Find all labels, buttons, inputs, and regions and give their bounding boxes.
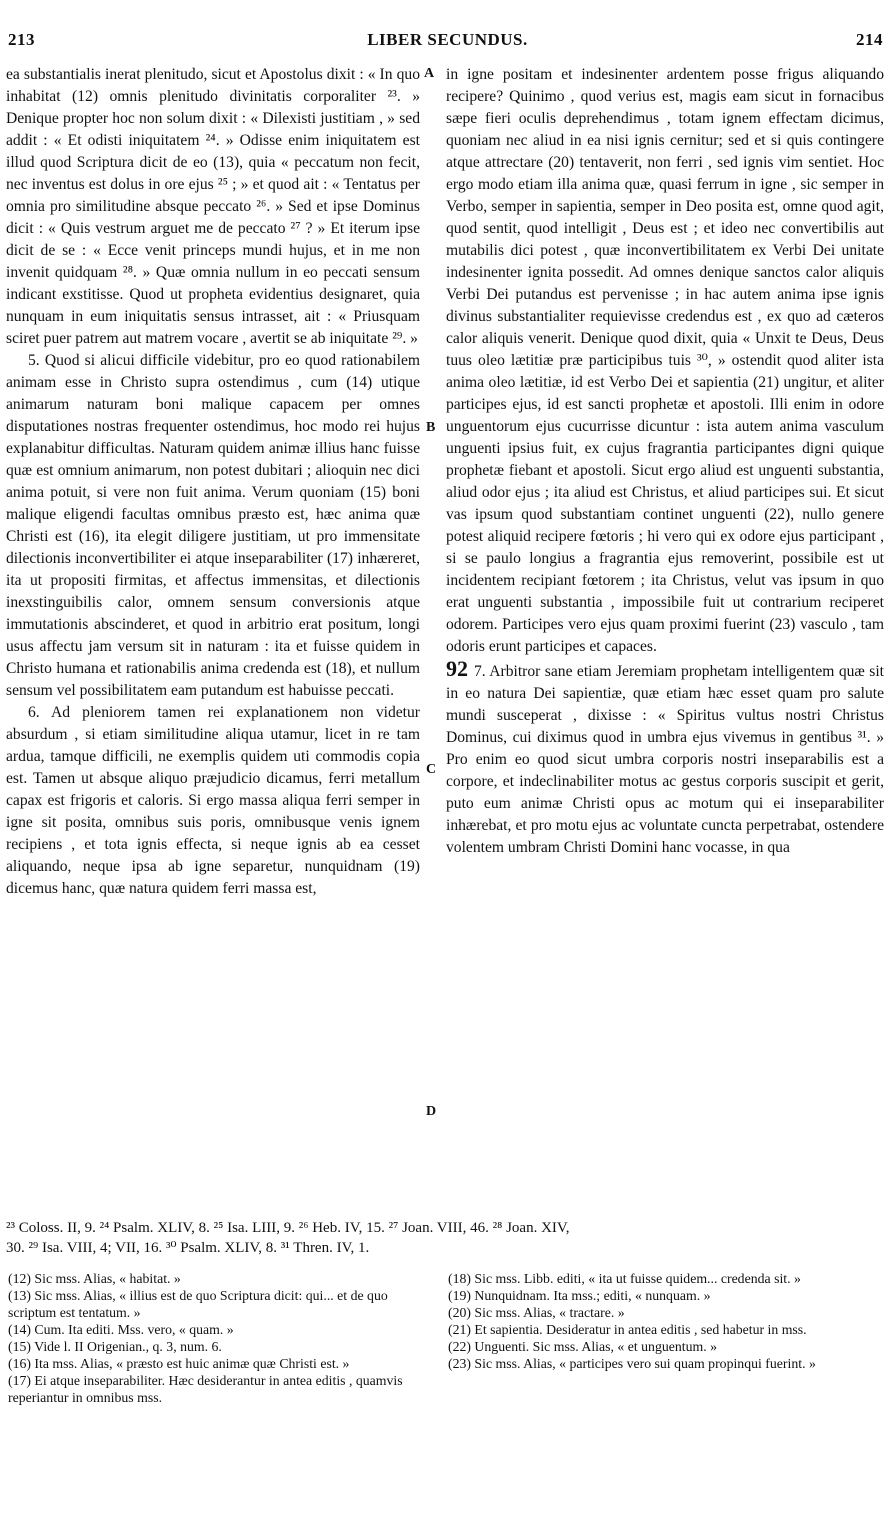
paragraph-6: 6. Ad pleniorem tamen rei explanationem non videtur absurdum , si etiam similitudine aliqua utamur, licet in re tam ardua, tamque difficili, ne exemplis quidem uti commodis copia est. Tamen ut absque aliquo præjudicio dicamus, ferri metallum capax est frigoris et caloris. Si ergo massa aliqua ferri semper in igne sit posita, omnibus suis poris, omnibusque venis ignem recipiens , et tota ignis effecta, si neque ignis ab ea cesset aliquando, neque ipsa ab igne separetur, nunquidnam (19) dicemus hanc, quæ natura quidem ferri massa est, [6, 704, 420, 897]
references-line-1: ²³ Coloss. II, 9. ²⁴ Psalm. XLIV, 8. ²⁵ Isa. LIII, 9. ²⁶ Heb. IV, 15. ²⁷ Joan. VIII, 46. ²⁸ Joan. XIV, [6, 1220, 570, 1236]
note-13: (13) Sic mss. Alias, « illius est de quo Scriptura dicit: qui... et de quo scriptum est tentatum. » [8, 1288, 388, 1320]
note-12: (12) Sic mss. Alias, « habitat. » [8, 1271, 181, 1286]
margin-marker-c: C [426, 762, 437, 777]
notes-right [448, 1270, 884, 1372]
note-18: (18) Sic mss. Libb. editi, « ita ut fuisse quidem... credenda sit. » [448, 1271, 801, 1286]
right-page-number: 214 [856, 30, 883, 49]
note-15: (15) Vide l. II Origenian., q. 3, num. 6. [8, 1339, 222, 1354]
scripture-references [6, 1218, 884, 1258]
note-19: (19) Nunquidnam. Ita mss.; editi, « nunquam. » [448, 1288, 711, 1303]
paragraph-5: 5. Quod si alicui difficile videbitur, pro eo quod rationabilem animam esse in Christo supra ostendimus , cum (14) utique animarum naturam boni malique capacem per omnes disputationes nostras frequenter ostendimus, hoc modo rei hujus explanabitur difficultas. Naturam quidem animæ illius hanc fuisse quæ est omnium animarum, non potest dubitari ; alioquin nec dici anima potuit, si vere non fuit anima. Verum quoniam (15) boni malique eligendi facultas omnibus præsto est, hæc anima quæ Christi est (16), ita elegit diligere justitiam, ut pro immensitate dilectionis inconvertibiliter ei atque inseparabiliter (17) inhæreret, ita ut propositi firmitas, et affectus immensitas, et dilectionis inexstinguibilis calor, omnem sensum conversionis atque immutationis abscinderet, et quod in arbitrio erat positum, longi usus affectu jam versum sit in naturam : ita et fuisse quidem in Christo humana et rationabilis anima credenda est (18), et nullum sensum vel possibilitatem eam putandum est habuisse peccati. [6, 352, 420, 699]
note-17: (17) Ei atque inseparabiliter. Hæc desiderantur in antea editis , quamvis reperiantur in omnibus mss. [8, 1373, 403, 1405]
paragraph-continuation: ea substantialis inerat plenitudo, sicut et Apostolus dixit : « In quo inhabitat (12) omnis plenitudo divinitatis corporaliter ²³. » Denique propter hoc non solum dixit : « Dilexisti justitiam , » sed addit : « Et odisti iniquitatem ²⁴. » Odisse enim iniquitatem est illud quod Scriptura dicit de eo (13), quia « peccatum non fecit, nec inventus est dolus in ore ejus ²⁵ ; » et quod ait : « Tentatus per omnia pro similitudine absque peccato ²⁶. » Sed et ipse Dominus dicit : « Quis vestrum arguet me de peccato ²⁷ ? » Et iterum ipse dicit de se : « Ecce venit princeps mundi hujus, et in me non invenit quidquam ²⁸. » Quæ omnia nullum in eo peccati sensum indicant exstitisse. Quod ut propheta evidentius designaret, quia nunquam in eum iniquitatis sensus intrasset, ait : « Priusquam sciret puer patrem aut matrem vocare , avertit se ab iniquitate ²⁹. » [6, 66, 420, 347]
section-number: 92 [446, 656, 468, 681]
note-22: (22) Unguenti. Sic mss. Alias, « et unguentum. » [448, 1339, 718, 1354]
notes-left [8, 1270, 420, 1406]
margin-marker-d: D [426, 1104, 437, 1119]
references-line-2: 30. ²⁹ Isa. VIII, 4; VII, 16. ³⁰ Psalm. XLIV, 8. ³¹ Thren. IV, 1. [6, 1240, 370, 1256]
note-20: (20) Sic mss. Alias, « tractare. » [448, 1305, 625, 1320]
note-21: (21) Et sapientia. Desideratur in antea editis , sed habetur in mss. [448, 1322, 807, 1337]
margin-marker-b: B [426, 420, 436, 435]
paragraph-7-text: 7. Arbitror sane etiam Jeremiam prophetam intelligentem quæ sit in eo natura Dei sapientiæ, quæ etiam hæc esset quam pro salute mundi susceperat , dixisse : « Spiritus vultus nostri Christus Dominus, cui diximus quod in umbra ejus vivemus in gentibus ³¹. » Pro enim eo quod sicut umbra corporis nostri inseparabilis est a corpore, et indeclinabiliter motus ac gestus corporis suscipit et gerit, puto eum animæ Christi opus ac motum qui ei inseparabiliter inhærebat, et pro motu ejus ac voluntate cuncta perpetrabat, ostendere volentem umbram Christi Domini hanc vocasse, in qua [446, 663, 884, 856]
margin-marker-a: A [424, 66, 435, 81]
left-page-number: 213 [8, 30, 35, 49]
paragraph-7 [446, 658, 884, 859]
page-header [0, 30, 895, 56]
paragraph-right-continuation: in igne positam et indesinenter ardentem posse frigus aliquando recipere? Quinimo , quod verius est, magis eam sicut in fornacibus sæpe fieri oculis deprehendimus , totam ignem effectam dicimus, quoniam nec aliud in ea nisi ignis cernitur; sed et si quis contingere atque attrectare (20) tentaverit, non ferri , sed ignis vim sentiet. Hoc ergo modo etiam illa anima quæ, quasi ferrum in igne , sic semper in Verbo, semper in sapientia, semper in Deo posita est, omne quod agit, quod sentit, quod intelligit , Deus est ; et ideo nec convertibilis aut mutabilis dici potest , quæ inconvertibilitatem ex Verbi Dei unitate indesinenter ignita possedit. Ad omnes denique sanctos calor aliquis Verbi Dei putandus est pervenisse ; in hac autem anima ipse ignis divinus substantialiter requievisse credendus est , ex quo ad cæteros calor aliquis venerit. Denique quod dixit, quia « Unxit te Deus, Deus tuus oleo lætitiæ præ participibus tuis ³⁰, » ostendit quod aliter ista anima oleo lætitiæ, id est Verbo Dei et sapientia (21) ungitur, et aliter participes ejus, id est sancti prophetæ et apostoli. Illi enim in odore unguentorum ejus cucurrisse dicuntur : ista autem anima vasculum unguenti ipsius fuit, ex cujus fragrantia participantes digni quique prophetæ fiebant et apostoli. Sicut ergo aliud est unguenti substantia, aliud odor ejus ; ita aliud est Christus, et aliud participes sui. Et sicut vas ipsum quod substantiam continet unguenti (22), nullo genere potest aliquid recipere fœtoris ; hi vero qui ex odore ejus participant , si se paulo longius a fragrantia ejus removerint, possibile est ut incidentem recipiant fœtorem ; ita Christus, velut vas ipsum in quo erat unguenti substantia , impossibile fuit ut contrarium reciperet odorem. Participes vero ejus quam proximi fuerint (23) vasculo , tam odoris erunt participes et capaces. [446, 66, 884, 655]
left-column [6, 64, 420, 900]
right-column [446, 64, 884, 859]
note-16: (16) Ita mss. Alias, « præsto est huic animæ quæ Christi est. » [8, 1356, 350, 1371]
note-14: (14) Cum. Ita editi. Mss. vero, « quam. » [8, 1322, 234, 1337]
running-title: LIBER SECUNDUS. [367, 30, 528, 49]
note-23: (23) Sic mss. Alias, « participes vero sui quam propinqui fuerint. » [448, 1356, 816, 1371]
